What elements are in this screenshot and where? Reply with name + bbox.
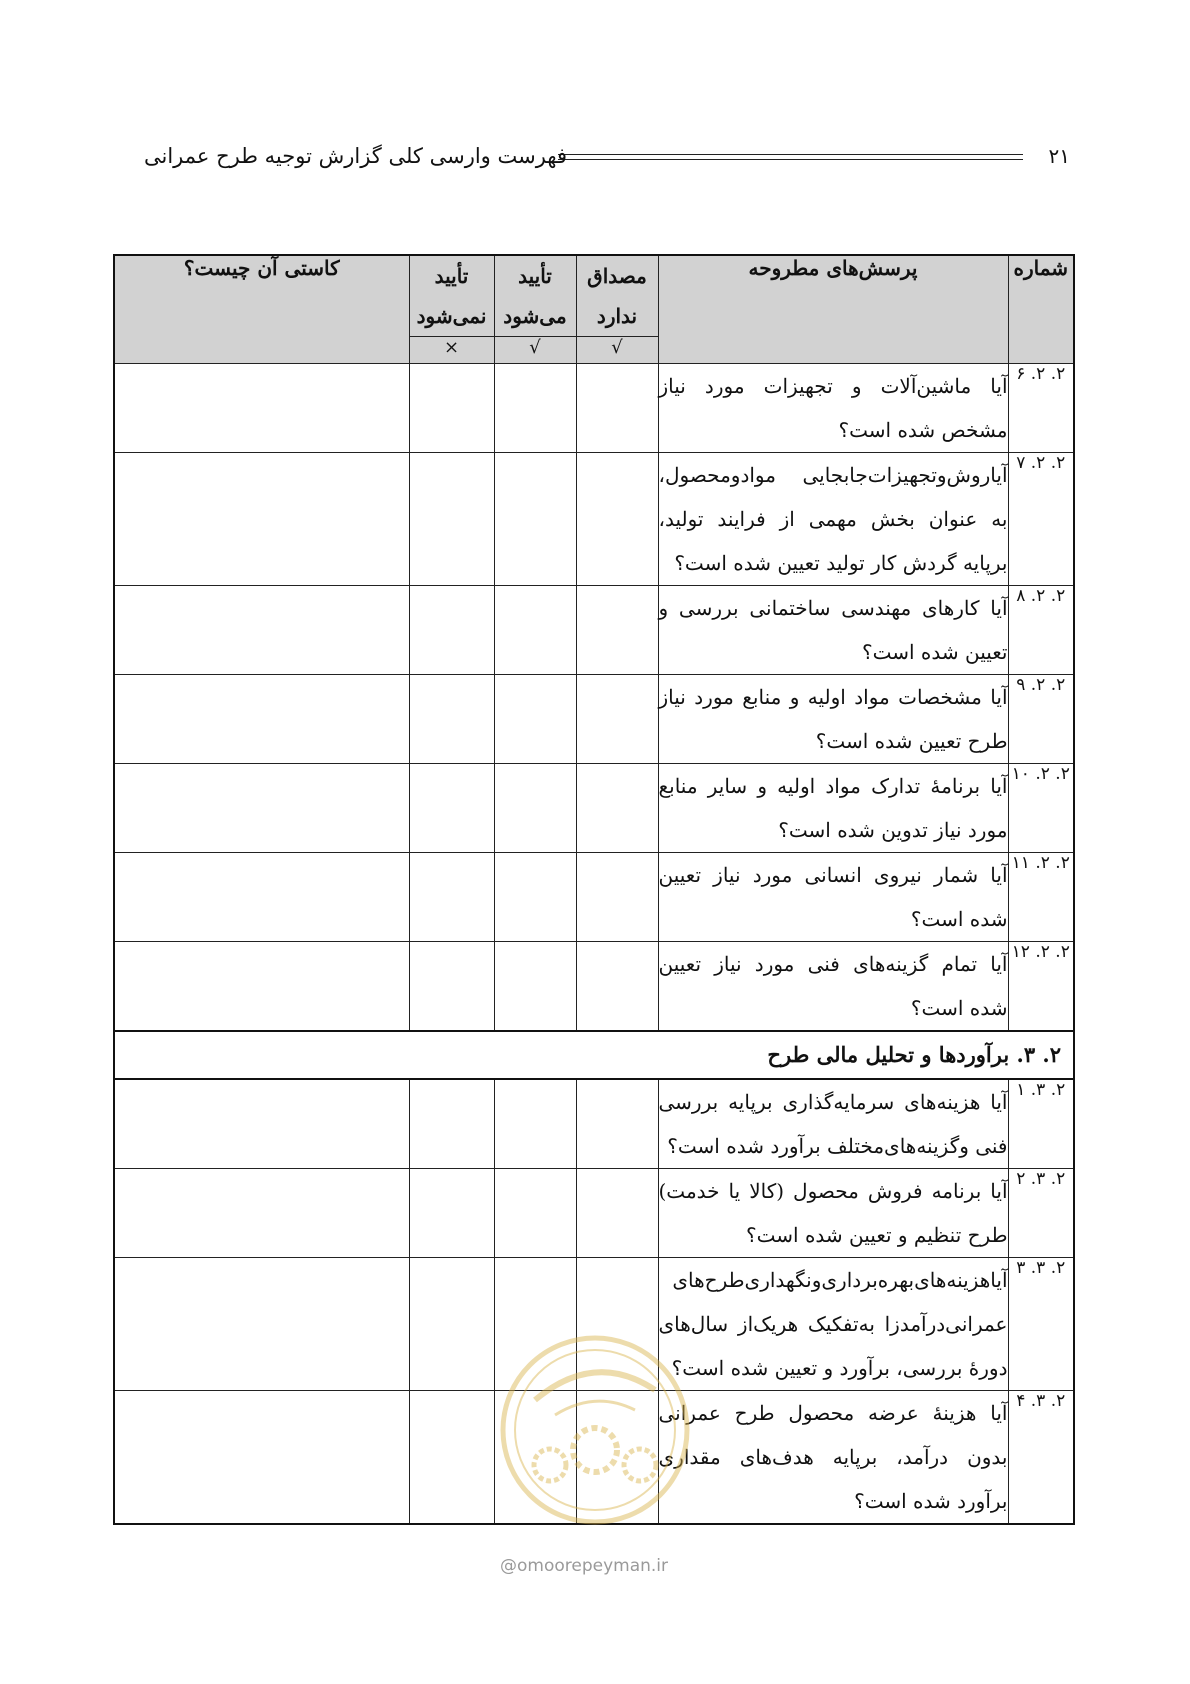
section-row <box>114 1031 1074 1079</box>
symbol-confirmed: √ <box>494 337 576 364</box>
check-confirmed[interactable] <box>494 1169 576 1258</box>
row-number: ۲. ۲. ۱۲ <box>1008 942 1074 1032</box>
col-header-confirmed: تأیید می‌شود <box>494 255 576 337</box>
check-not-applicable[interactable] <box>576 364 658 453</box>
check-not-applicable[interactable] <box>576 764 658 853</box>
row-question: آیا برنامۀ تدارک مواد اولیه و سایر منابع مورد نیاز تدوین شده است؟ <box>658 764 1008 853</box>
shortcoming-field[interactable] <box>114 453 409 586</box>
check-confirmed[interactable] <box>494 586 576 675</box>
check-confirmed[interactable] <box>494 453 576 586</box>
watermark-site: @omoorepeyman.ir <box>500 1556 669 1576</box>
shortcoming-field[interactable] <box>114 853 409 942</box>
check-not-applicable[interactable] <box>576 1079 658 1169</box>
check-not-confirmed[interactable] <box>409 764 494 853</box>
shortcoming-field[interactable] <box>114 942 409 1032</box>
check-not-applicable[interactable] <box>576 942 658 1032</box>
row-number: ۲. ۲. ۱۰ <box>1008 764 1074 853</box>
header-row <box>114 255 1074 337</box>
row-question: آیا ماشین‌آلات و تجهیزات مورد نیاز مشخص شده است؟ <box>658 364 1008 453</box>
check-not-confirmed[interactable] <box>409 453 494 586</box>
row-number: ۲. ۲. ۸ <box>1008 586 1074 675</box>
col-header-number: شماره <box>1008 255 1074 364</box>
page-number: ۲۱ <box>1048 144 1070 168</box>
shortcoming-field[interactable] <box>114 1079 409 1169</box>
check-not-confirmed[interactable] <box>409 675 494 764</box>
shortcoming-field[interactable] <box>114 1169 409 1258</box>
table-row <box>114 1079 1074 1169</box>
table-row <box>114 942 1074 1032</box>
shortcoming-field[interactable] <box>114 764 409 853</box>
row-question: آیاهزینه‌های‌بهره‌برداری‌ونگهداری‌طرح‌های عمرانی‌درآمدزا به‌تفکیک هریک‌از سال‌های دورۀ بررسی، برآورد و تعیین شده است؟ <box>658 1258 1008 1391</box>
check-not-applicable[interactable] <box>576 853 658 942</box>
check-not-confirmed[interactable] <box>409 586 494 675</box>
symbol-not-confirmed: × <box>409 337 494 364</box>
check-confirmed[interactable] <box>494 764 576 853</box>
row-question: آیا شمار نیروی انسانی مورد نیاز تعیین شده است؟ <box>658 853 1008 942</box>
table-row <box>114 764 1074 853</box>
check-confirmed[interactable] <box>494 942 576 1032</box>
col-header-questions: پرسش‌های مطروحه <box>658 255 1008 364</box>
check-not-applicable[interactable] <box>576 1169 658 1258</box>
row-number: ۲. ۲. ۷ <box>1008 453 1074 586</box>
shortcoming-field[interactable] <box>114 675 409 764</box>
check-not-applicable[interactable] <box>576 675 658 764</box>
header-title: فهرست وارسی کلی گزارش توجیه طرح عمرانی <box>144 144 568 168</box>
row-question: آیا کارهای مهندسی ساختمانی بررسی و تعیین شده است؟ <box>658 586 1008 675</box>
check-not-confirmed[interactable] <box>409 1079 494 1169</box>
header-double-rule <box>558 154 1023 160</box>
table-row <box>114 586 1074 675</box>
row-question: آیاروش‌وتجهیزات‌جابجایی موادومحصول، به عنوان بخش مهمی از فرایند تولید، برپایه گردش کار تولید تعیین شده است؟ <box>658 453 1008 586</box>
row-number: ۲. ۳. ۴ <box>1008 1391 1074 1525</box>
col-header-shortcoming: کاستی آن چیست؟ <box>114 255 409 364</box>
watermark-emblem-icon <box>495 1330 695 1530</box>
check-not-applicable[interactable] <box>576 453 658 586</box>
row-number: ۲. ۳. ۳ <box>1008 1258 1074 1391</box>
col-header-not-applicable: مصداق ندارد <box>576 255 658 337</box>
check-not-applicable[interactable] <box>576 586 658 675</box>
row-number: ۲. ۳. ۲ <box>1008 1169 1074 1258</box>
check-confirmed[interactable] <box>494 364 576 453</box>
shortcoming-field[interactable] <box>114 1258 409 1391</box>
row-question: آیا هزینۀ عرضه محصول طرح عمرانی بدون درآمد، برپایه هدف‌های مقداری برآورد شده است؟ <box>658 1391 1008 1525</box>
row-number: ۲. ۳. ۱ <box>1008 1079 1074 1169</box>
check-not-confirmed[interactable] <box>409 364 494 453</box>
page-header <box>130 138 1070 178</box>
row-number: ۲. ۲. ۹ <box>1008 675 1074 764</box>
check-confirmed[interactable] <box>494 1079 576 1169</box>
row-question: آیا هزینه‌های سرمایه‌گذاری برپایه بررسی فنی وگزینه‌های‌مختلف برآورد شده است؟ <box>658 1079 1008 1169</box>
symbol-not-applicable: √ <box>576 337 658 364</box>
section-title: ۲. ۳. برآوردها و تحلیل مالی طرح <box>114 1031 1074 1079</box>
shortcoming-field[interactable] <box>114 1391 409 1525</box>
check-confirmed[interactable] <box>494 675 576 764</box>
check-not-confirmed[interactable] <box>409 853 494 942</box>
row-question: آیا برنامه فروش محصول (کالا یا خدمت) طرح تنظیم و تعیین شده است؟ <box>658 1169 1008 1258</box>
shortcoming-field[interactable] <box>114 364 409 453</box>
table-row <box>114 1169 1074 1258</box>
table-row <box>114 675 1074 764</box>
table-row <box>114 453 1074 586</box>
check-not-confirmed[interactable] <box>409 1169 494 1258</box>
col-header-not-confirmed: تأیید نمی‌شود <box>409 255 494 337</box>
row-number: ۲. ۲. ۶ <box>1008 364 1074 453</box>
shortcoming-field[interactable] <box>114 586 409 675</box>
row-question: آیا تمام گزینه‌های فنی مورد نیاز تعیین شده است؟ <box>658 942 1008 1032</box>
check-not-confirmed[interactable] <box>409 1391 494 1525</box>
check-confirmed[interactable] <box>494 853 576 942</box>
row-number: ۲. ۲. ۱۱ <box>1008 853 1074 942</box>
check-not-confirmed[interactable] <box>409 942 494 1032</box>
table-row <box>114 853 1074 942</box>
table-row <box>114 364 1074 453</box>
check-not-confirmed[interactable] <box>409 1258 494 1391</box>
row-question: آیا مشخصات مواد اولیه و منابع مورد نیاز طرح تعیین شده است؟ <box>658 675 1008 764</box>
